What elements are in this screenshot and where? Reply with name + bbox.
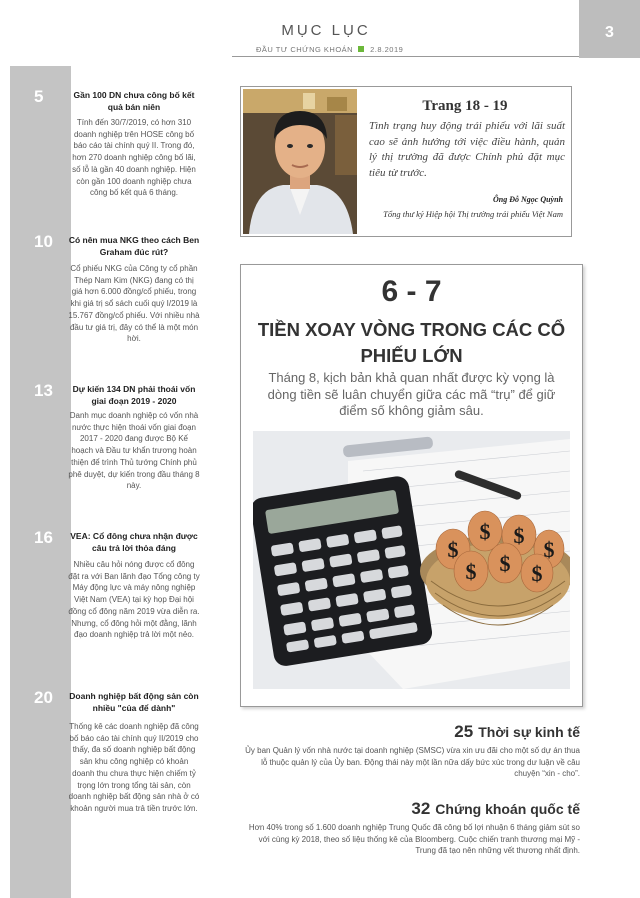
toc-item-summary: Cổ phiếu NKG của Công ty cổ phần Thép Nam Kim (NKG) đang có thị giá hơn 6.000 đồng/cổ phiếu, trong khi giá trị sổ sách cuối quý I/2019 là 15.767 đồng/cổ phiếu. Với nhiều nhà đầu tư giá trị, đây có thể là một món hời.	[68, 264, 200, 344]
toc-section[interactable]	[240, 722, 580, 780]
interview-box[interactable]	[240, 86, 572, 237]
toc-item-title[interactable]: VEA: Cổ đông chưa nhận được câu trả lời thỏa đáng	[70, 531, 198, 553]
issue-date: 2.8.2019	[370, 45, 404, 54]
svg-text:$: $	[465, 559, 477, 584]
feature-summary: Tháng 8, kịch bản khả quan nhất được kỳ vọng là dòng tiền sẽ luân chuyển giữa các mã “trụ” để giữ điểm số không giảm sâu.	[267, 370, 556, 418]
toc-item-title[interactable]: Doanh nghiệp bất động sản còn nhiều "của để dành"	[69, 691, 199, 713]
svg-text:$: $	[531, 561, 543, 586]
toc-item-page: 10	[34, 232, 53, 251]
publication-line	[256, 45, 403, 54]
toc-item[interactable]	[0, 232, 200, 372]
section-summary: Ủy ban Quản lý vốn nhà nước tại doanh nghiệp (SMSC) vừa xin ưu đãi cho một số dự án thua lỗ thuộc quản lý của Ủy ban. Động thái này một lần nữa dấy bức xúc trong dư luận về câu chuyện “xin - cho”.	[245, 746, 580, 778]
toc-item[interactable]	[0, 87, 200, 227]
section-title[interactable]: Chứng khoán quốc tế	[435, 801, 580, 817]
svg-text:$: $	[479, 519, 491, 544]
toc-item-summary: Thống kê các doanh nghiệp đã công bố báo cáo tài chính quý II/2019 cho thấy, đa số doanh nghiệp bất động sản khu công nghiệp có khoản doanh thu chưa thực hiện chiếm tỷ trọng lớn trong tổng tài sản, còn doanh nghiệp bất động sản nhà ở có khoản người mua trả tiền trước lớn.	[68, 722, 200, 813]
section-title: MỤC LỤC	[281, 22, 371, 39]
section-page: 32	[411, 799, 431, 818]
toc-item-summary: Nhiều câu hỏi nóng được cổ đông đặt ra với Ban lãnh đạo Tổng công ty Máy động lực và máy nông nghiệp Việt Nam (VEA) tại kỳ họp Đại hội đồng cổ đông năm 2019 vừa diễn ra. Nhưng, cổ đông hỏi một đằng, lãnh đạo doanh nghiệp trả lời một nẻo.	[68, 560, 200, 640]
toc-item-title[interactable]: Dự kiến 134 DN phải thoái vốn giai đoạn 2019 - 2020	[72, 384, 196, 406]
toc-item[interactable]	[0, 528, 200, 678]
feature-headline[interactable]: TIỀN XOAY VÒNG TRONG CÁC CỔ PHIẾU LỚN	[257, 319, 566, 366]
svg-text:$: $	[447, 537, 459, 562]
header-divider	[232, 56, 580, 57]
page-number-box	[579, 0, 640, 58]
svg-text:$: $	[513, 523, 525, 548]
calculator-money-eggs-image	[253, 431, 570, 689]
toc-section[interactable]	[240, 799, 580, 857]
person-portrait	[243, 89, 357, 234]
page-number: 3	[605, 24, 614, 41]
toc-item-page: 5	[34, 87, 44, 106]
toc-item[interactable]	[0, 688, 200, 868]
section-title[interactable]: Thời sự kinh tế	[478, 724, 580, 740]
svg-text:$: $	[543, 537, 555, 562]
quote-author-role: Tổng thư ký Hiệp hội Thị trường trái phiếu Việt Nam	[383, 209, 563, 219]
toc-item-page: 13	[34, 381, 53, 400]
publication-name: ĐẦU TƯ CHỨNG KHOÁN	[256, 45, 354, 54]
toc-item-page: 16	[34, 528, 53, 547]
toc-item-summary: Tính đến 30/7/2019, có hơn 310 doanh nghiệp trên HOSE công bố báo cáo tài chính quý II. Trong đó, hơn 270 doanh nghiệp công bố lãi, số lỗ là gần 40 doanh nghiệp. Hiện còn gần 100 doanh nghiệp chưa công bố kết quả 6 tháng.	[72, 118, 196, 198]
toc-item-title[interactable]: Có nên mua NKG theo cách Ben Graham đúc rút?	[68, 235, 200, 257]
toc-item[interactable]	[0, 381, 200, 521]
quote-author: Ông Đỗ Ngọc Quỳnh	[492, 195, 563, 204]
section-page: 25	[454, 722, 474, 741]
toc-item-title[interactable]: Gần 100 DN chưa công bố kết quả bán niên	[73, 90, 195, 112]
green-square-icon	[358, 46, 364, 52]
interview-pages: Trang 18 - 19	[422, 98, 508, 114]
quote-text: Tình trạng huy động trái phiếu với lãi suất cao sẽ ảnh hưởng tới việc điều hành, quản lý thị trường đã được Chính phủ đặt mục tiêu từ trước.	[369, 120, 565, 179]
feature-pages: 6 - 7	[381, 275, 442, 308]
section-summary: Hơn 40% trong số 1.600 doanh nghiệp Trung Quốc đã công bố lợi nhuận 6 tháng giảm sút so với cùng kỳ 2018, theo số liệu thống kê của Bloomberg. Cuộc chiến tranh thương mại Mỹ - Trung đã tạo nên những vết thương nhất định.	[248, 823, 580, 855]
svg-text:$: $	[499, 551, 511, 576]
toc-item-page: 20	[34, 688, 53, 707]
toc-item-summary: Danh mục doanh nghiệp có vốn nhà nước thực hiện thoái vốn giai đoạn 2017 - 2020 đang được Bộ Kế hoạch và Đầu tư khẩn trương hoàn thiện để trình Thủ tướng Chính phủ phê duyệt, dự kiến trong đầu tháng 8 này.	[68, 411, 200, 491]
feature-story[interactable]	[240, 264, 583, 707]
